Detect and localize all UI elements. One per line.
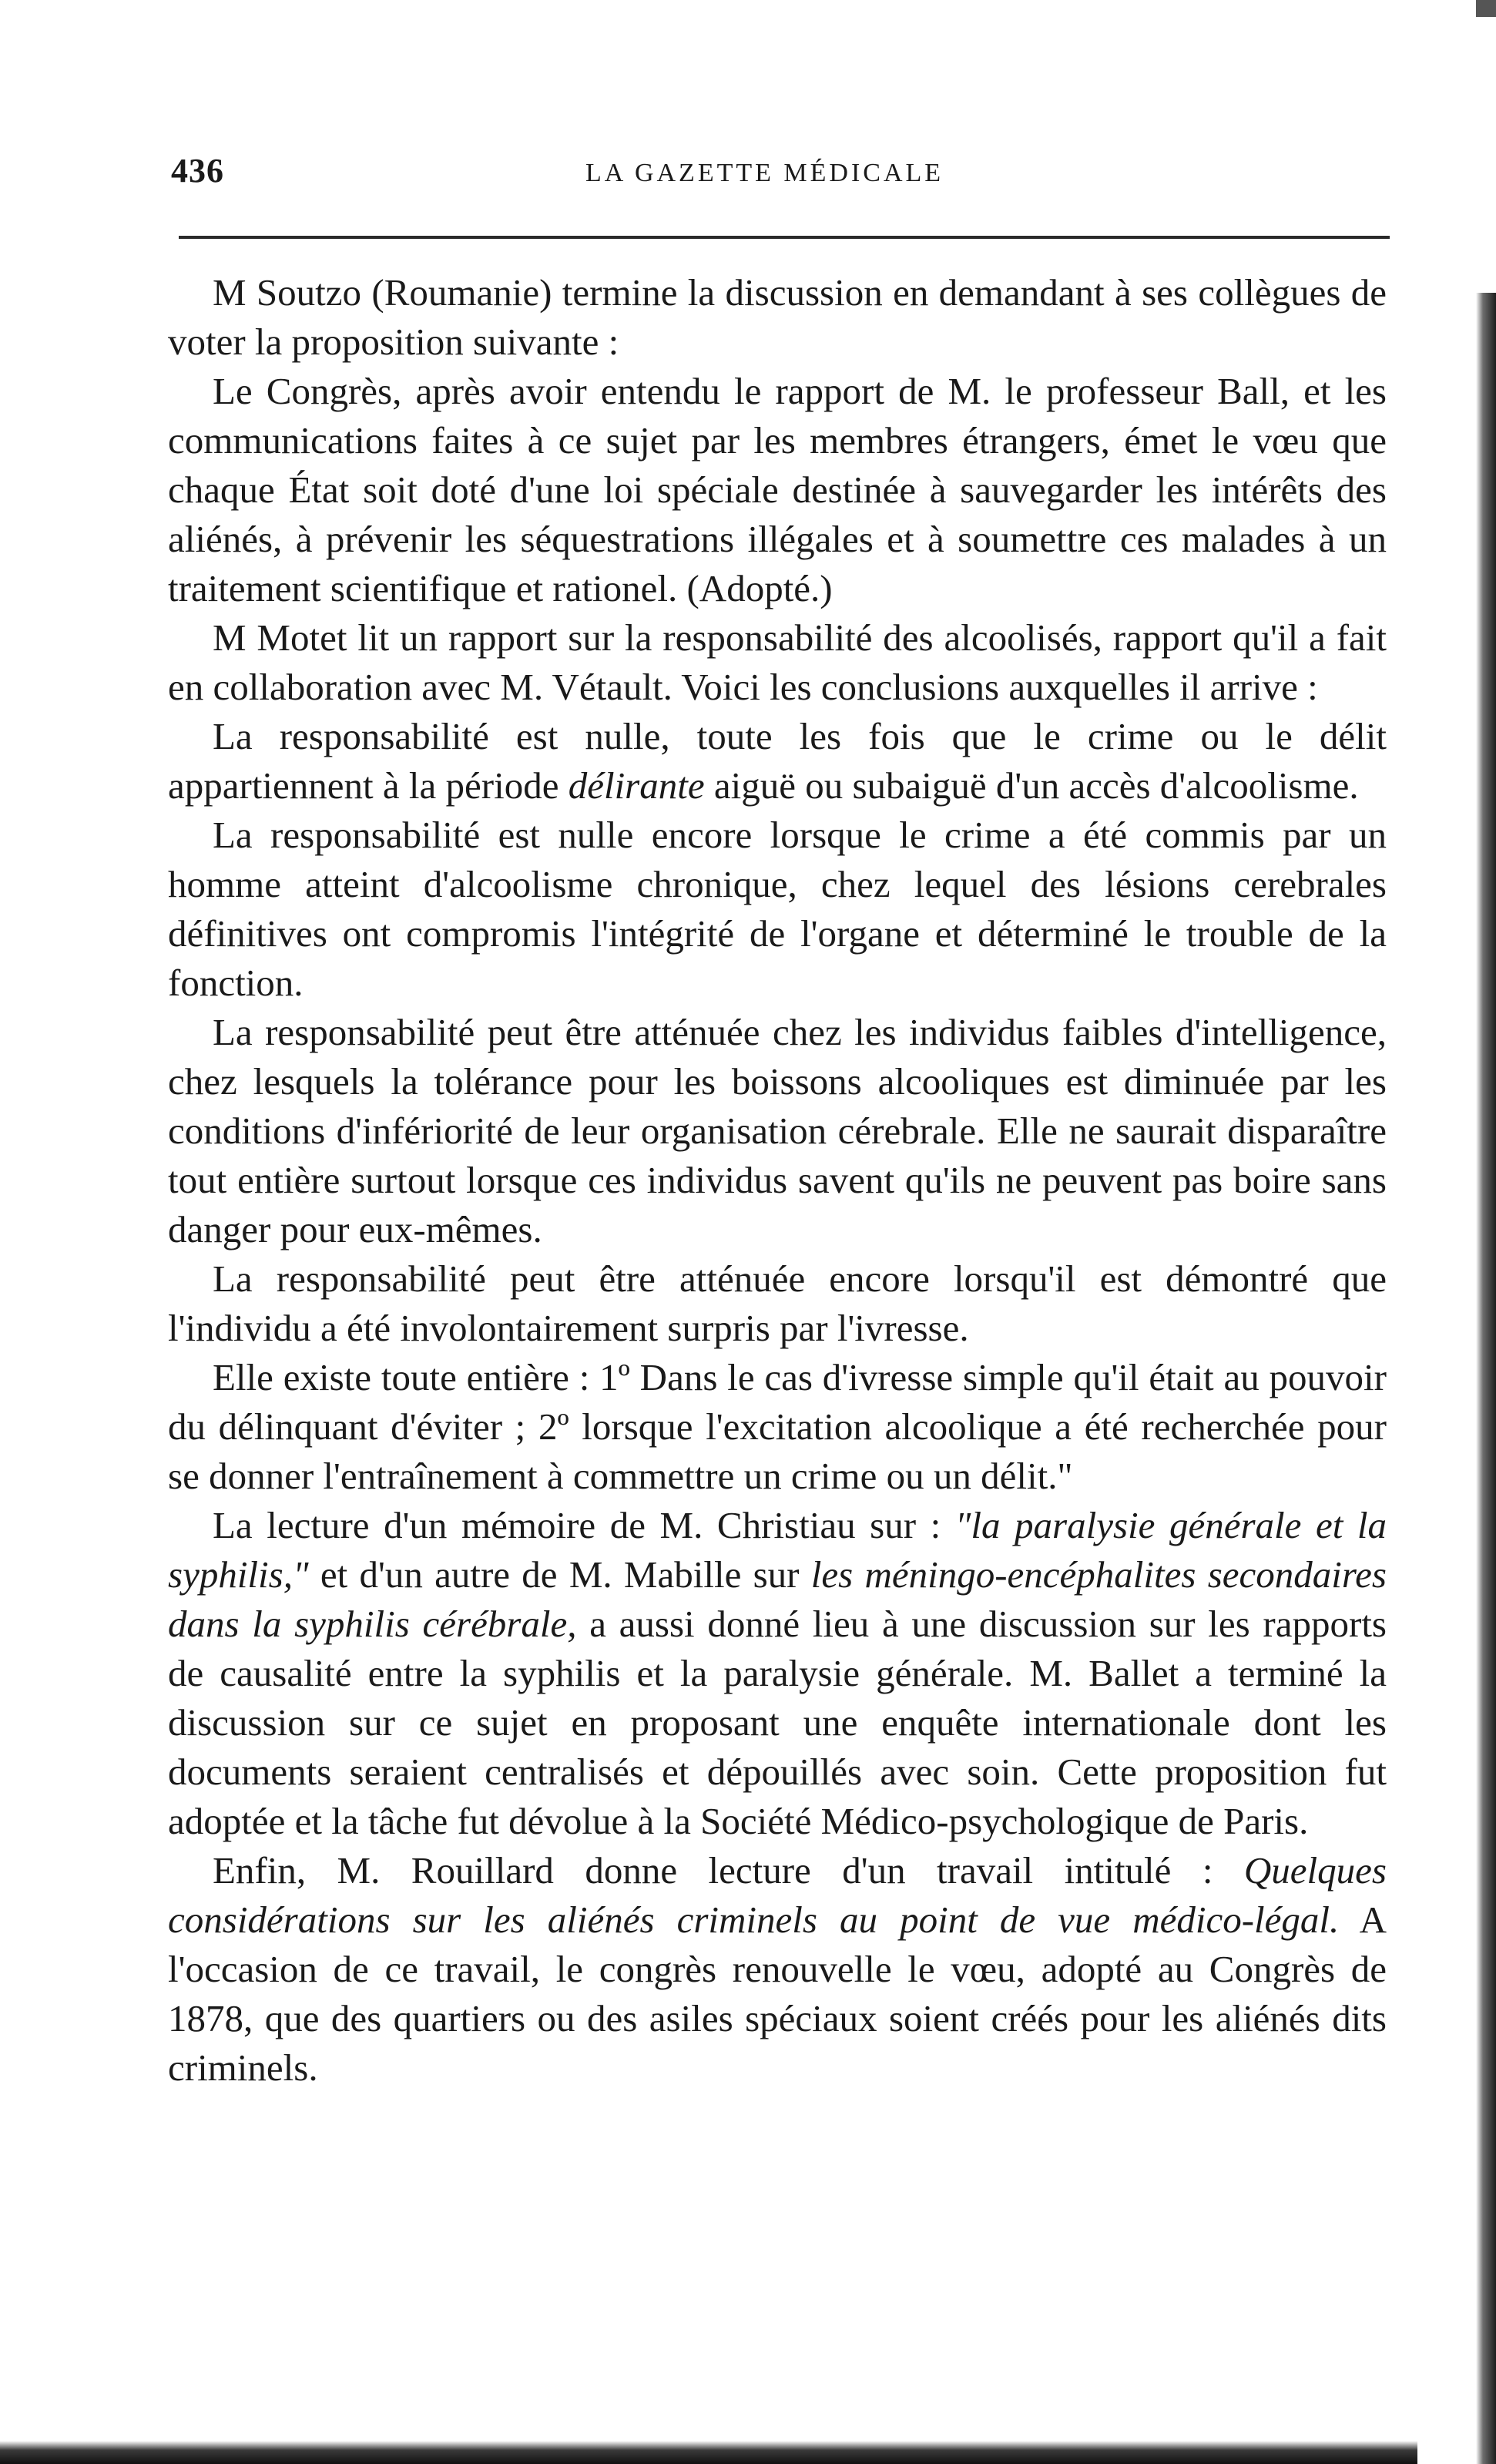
italic-text: Quelques considérations sur les aliénés criminels au point de vue médico-légal. [168, 1849, 1387, 1941]
text-run: La responsabilité peut être atténuée chez les individus faibles d'intelligence, chez lesquels la tolérance pour les boissons alcooliques est diminuée par les conditions d'infériorité de leur organisation cérebrale. Elle ne saurait disparaître tout entière surtout lorsque ces individus savent qu'ils ne peuvent pas boire sans danger pour eux-mêmes. [168, 1011, 1387, 1250]
paragraph [168, 1254, 1387, 1353]
scan-right-edge [1476, 293, 1496, 2464]
paragraph [168, 1501, 1387, 1846]
text-run: M Motet lit un rapport sur la responsabilité des alcoolisés, rapport qu'il a fait en collaboration avec M. Vétault. Voici les conclusions auxquelles il arrive : [168, 616, 1387, 708]
text-run: Elle existe toute entière : 1º Dans le cas d'ivresse simple qu'il était au pouvoir du délinquant d'éviter ; 2º lorsque l'excitation alcoolique a été recherchée pour se donner l'entraînement à commettre un crime ou un délit." [168, 1356, 1387, 1497]
paragraph [168, 268, 1387, 367]
text-run: La lecture d'un mémoire de M. Christiau sur : [213, 1504, 955, 1546]
italic-text: "la paralysie générale et la syphilis," [168, 1504, 1387, 1596]
text-run: a aussi donné lieu à une discussion sur les rapports de causalité entre la syphilis et la paralysie générale. M. Ballet a terminé la discussion sur ce sujet en proposant une enquête internationale dont les documents seraient centralisés et dépouillés avec soin. Cette proposition fut adoptée et la tâche fut dévolue à la Société Médico-psychologique de Paris. [168, 1603, 1387, 1842]
scan-corner-mark [1476, 0, 1496, 17]
text-run: La responsabilité est nulle, toute les fois que le crime ou le délit appartiennent à la période [168, 715, 1387, 807]
text-run: M Soutzo (Roumanie) termine la discussion en demandant à ses collègues de voter la proposition suivante : [168, 271, 1387, 363]
italic-text: les méningo-encéphalites secondaires dans la syphilis cérébrale, [168, 1553, 1387, 1645]
paragraph [168, 1846, 1387, 2093]
italic-text: délirante [568, 764, 705, 807]
scan-bottom-edge [0, 2441, 1417, 2464]
text-run: A l'occasion de ce travail, le congrès renouvelle le vœu, adopté au Congrès de 1878, que des quartiers ou des asiles spéciaux soient créés pour les aliénés dits criminels. [168, 1898, 1387, 2089]
paragraph [168, 712, 1387, 811]
text-run: aiguë ou subaiguë d'un accès d'alcoolisme. [704, 764, 1359, 807]
text-run: et d'un autre de M. Mabille sur [308, 1553, 811, 1596]
page-number: 436 [171, 152, 224, 190]
paragraph [168, 1008, 1387, 1254]
text-run: La responsabilité peut être atténuée encore lorsqu'il est démontré que l'individu a été involontairement surpris par l'ivresse. [168, 1257, 1387, 1349]
paragraph [168, 1353, 1387, 1501]
paragraph [168, 811, 1387, 1008]
text-run: La responsabilité est nulle encore lorsque le crime a été commis par un homme atteint d'alcoolisme chronique, chez lequel des lésions cerebrales définitives ont compromis l'intégrité de l'organe et déterminé le trouble de la fonction. [168, 814, 1387, 1004]
running-title: LA GAZETTE MÉDICALE [585, 159, 944, 187]
article-body [168, 268, 1387, 2093]
text-run: Le Congrès, après avoir entendu le rapport de M. le professeur Ball, et les communications faites à ce sujet par les membres étrangers, émet le vœu que chaque État soit doté d'une loi spéciale destinée à sauvegarder les intérêts des aliénés, à prévenir les séquestrations illégales et à soumettre ces malades à un traitement scientifique et rationel. (Adopté.) [168, 370, 1387, 609]
header-rule [179, 236, 1390, 239]
text-run: Enfin, M. Rouillard donne lecture d'un travail intitulé : [213, 1849, 1244, 1892]
paragraph [168, 367, 1387, 613]
paragraph [168, 613, 1387, 712]
